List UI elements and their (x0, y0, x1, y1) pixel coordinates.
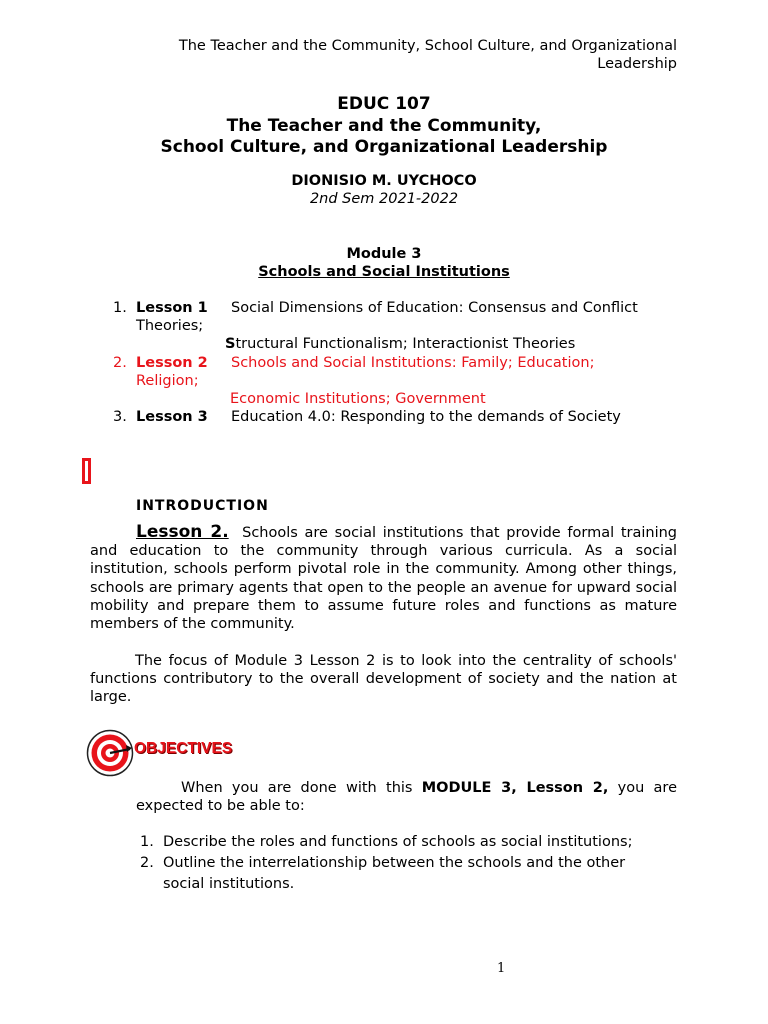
module-heading (0, 245, 768, 281)
running-header: The Teacher and the Community, School Culture, and Organizational Leadership (178, 38, 677, 72)
lesson-1-number: 1. (113, 300, 127, 316)
lesson-1-label: Lesson 1 (136, 300, 208, 316)
lesson-2-label: Lesson 2 (136, 355, 208, 371)
objective-2-text-cont: social institutions. (163, 876, 295, 892)
lesson-1-title-cont2: Structural Functionalism; Interactionist Theories (225, 336, 576, 352)
objective-1-text: Describe the roles and functions of schools as social institutions; (163, 834, 633, 850)
module-number: Module 3 (346, 246, 422, 262)
page-number: 1 (497, 961, 506, 976)
broken-image-icon (82, 458, 91, 484)
focus-paragraph: The focus of Module 3 Lesson 2 is to look into the centrality of schools' functions contributory to the overall development of society and the nation at large. (90, 653, 677, 706)
lesson-2-title: Schools and Social Institutions: Family; Education; (231, 355, 595, 371)
lesson-2-title-cont2: Economic Institutions; Government (230, 391, 486, 407)
objectives-intro: When you are done with this MODULE 3, Lesson 2, you are expected to be able to: (136, 780, 677, 815)
lesson-3-number: 3. (113, 409, 127, 425)
objective-2-number: 2. (140, 855, 154, 871)
target-icon (86, 729, 134, 777)
introduction-heading-cut: INTRODUCTION (136, 498, 269, 514)
document-title (0, 94, 768, 159)
lesson-3-title: Education 4.0: Responding to the demands of Society (231, 409, 621, 425)
objective-1-number: 1. (140, 834, 154, 850)
lesson-2-number: 2. (113, 355, 127, 371)
lesson-2-body: Schools are social institutions that provide formal training and education to the community through various curricula. As a social institution, schools perform pivotal role in the community. Among other things, schools are primary agents that open to the people an avenue for upward social mobility and prepare them to assume future roles and functions as mature members of the community. (90, 525, 678, 633)
course-code: EDUC 107 (337, 94, 431, 114)
title-line-1: The Teacher and the Community, (226, 115, 542, 136)
objectives-heading: OBJECTIVES (134, 740, 233, 757)
lesson-3-label: Lesson 3 (136, 409, 208, 425)
lesson-2-intro-paragraph (90, 523, 677, 633)
lesson-1-title: Social Dimensions of Education: Consensus and Conflict (231, 300, 638, 316)
objective-2-text: Outline the interrelationship between the schools and the other (163, 855, 626, 871)
lesson-2-lead: Lesson 2. (136, 522, 229, 542)
title-line-2: School Culture, and Organizational Leadership (160, 137, 608, 157)
module-title: Schools and Social Institutions (258, 264, 510, 280)
author-name: DIONISIO M. UYCHOCO (291, 173, 477, 189)
semester: 2nd Sem 2021-2022 (309, 191, 459, 207)
lesson-1-title-cont: Theories; (136, 318, 204, 334)
lesson-2-title-cont: Religion; (136, 373, 199, 389)
